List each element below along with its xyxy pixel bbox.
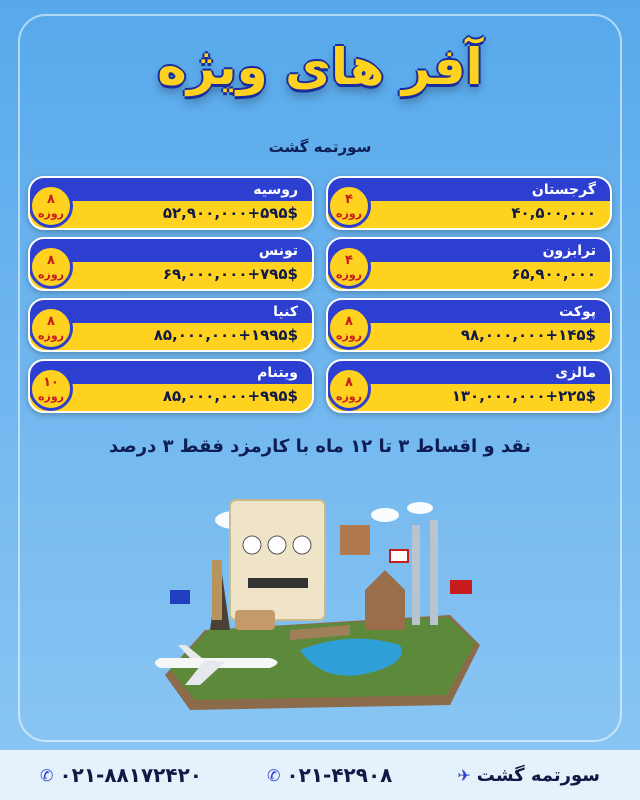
duration-number: ۱۰ xyxy=(43,375,59,390)
offer-name: ویتنام xyxy=(257,365,298,381)
travel-illustration xyxy=(150,480,490,730)
footer-brand xyxy=(457,765,600,786)
offer-name: گرجستان xyxy=(531,182,596,198)
duration-unit: روزه xyxy=(38,390,64,403)
offer-price: ۶۹,۰۰۰,۰۰۰+۷۹۵$ xyxy=(162,265,298,283)
sled-logo-icon: ✈ xyxy=(457,765,471,785)
duration-badge xyxy=(327,367,371,411)
brand-name: سورتمه گشت xyxy=(476,764,600,786)
duration-number: ۸ xyxy=(345,314,353,329)
duration-badge xyxy=(29,245,73,289)
duration-badge xyxy=(29,306,73,350)
duration-unit: روزه xyxy=(38,268,64,281)
offer-card-vietnam[interactable] xyxy=(28,359,314,413)
duration-unit: روزه xyxy=(336,268,362,281)
duration-badge xyxy=(327,306,371,350)
phone-icon: ✆ xyxy=(40,765,54,785)
duration-number: ۸ xyxy=(47,314,55,329)
duration-badge xyxy=(29,184,73,228)
phone-icon: ✆ xyxy=(267,765,281,785)
duration-unit: روزه xyxy=(336,390,362,403)
phone-text: ۰۲۱-۸۸۱۷۲۴۲۰ xyxy=(59,763,202,787)
offer-price: ۹۸,۰۰۰,۰۰۰+۱۴۵$ xyxy=(460,326,596,344)
offer-name: مالزی xyxy=(555,365,596,381)
duration-number: ۴ xyxy=(345,253,353,268)
offer-name: تونس xyxy=(258,243,298,259)
offer-name: کنیا xyxy=(273,304,298,320)
offer-card-tunisia[interactable] xyxy=(28,237,314,291)
offer-price: ۸۵,۰۰۰,۰۰۰+۱۹۹۵$ xyxy=(153,326,298,344)
offer-card-malaysia[interactable] xyxy=(326,359,612,413)
duration-unit: روزه xyxy=(336,207,362,220)
offer-card-kenya[interactable] xyxy=(28,298,314,352)
duration-badge xyxy=(327,245,371,289)
offer-card-phuket[interactable] xyxy=(326,298,612,352)
duration-badge xyxy=(29,367,73,411)
offer-card-russia[interactable] xyxy=(28,176,314,230)
duration-number: ۸ xyxy=(47,253,55,268)
offer-price: ۱۳۰,۰۰۰,۰۰۰+۲۲۵$ xyxy=(451,387,596,405)
phone-number-2[interactable] xyxy=(40,763,202,787)
offer-price: ۵۲,۹۰۰,۰۰۰+۵۹۵$ xyxy=(162,204,298,222)
offer-card-georgia[interactable] xyxy=(326,176,612,230)
offer-card-trabzon[interactable] xyxy=(326,237,612,291)
footer xyxy=(0,750,640,800)
duration-unit: روزه xyxy=(38,207,64,220)
offer-price: ۴۰,۵۰۰,۰۰۰ xyxy=(511,204,596,222)
duration-number: ۴ xyxy=(345,192,353,207)
offer-price: ۸۵,۰۰۰,۰۰۰+۹۹۵$ xyxy=(162,387,298,405)
offer-price: ۶۵,۹۰۰,۰۰۰ xyxy=(511,265,596,283)
duration-number: ۸ xyxy=(345,375,353,390)
installment-note: نقد و اقساط ۳ تا ۱۲ ماه با کارمزد فقط ۳ درصد xyxy=(108,436,532,457)
brand-subtitle: سورتمه گشت xyxy=(268,138,372,156)
offer-name: روسیه xyxy=(253,182,298,198)
duration-number: ۸ xyxy=(47,192,55,207)
duration-unit: روزه xyxy=(38,329,64,342)
phone-number-1[interactable] xyxy=(267,763,392,787)
page-title: آفر های ویژه xyxy=(157,38,483,96)
duration-badge xyxy=(327,184,371,228)
duration-unit: روزه xyxy=(336,329,362,342)
offer-name: پوکت xyxy=(559,304,596,320)
phone-text: ۰۲۱-۴۲۹۰۸ xyxy=(286,763,393,787)
offer-name: ترابزون xyxy=(542,243,596,259)
